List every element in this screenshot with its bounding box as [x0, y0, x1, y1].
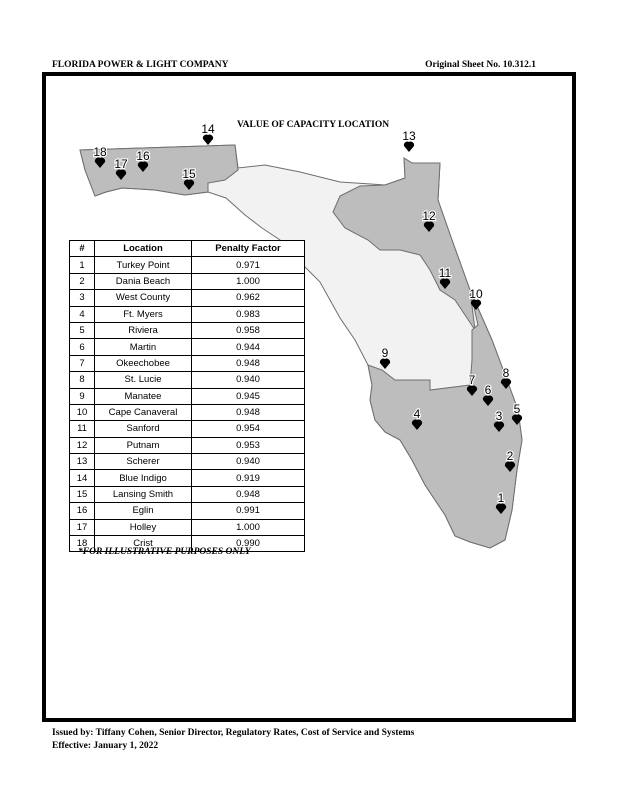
row-number: 2 — [70, 273, 95, 289]
map-pin-icon — [203, 135, 213, 145]
map-marker-label: 18 — [93, 145, 107, 159]
table-row — [70, 339, 305, 355]
map-marker-label: 10 — [469, 287, 483, 301]
row-location: Blue Indigo — [95, 470, 192, 486]
row-penalty-factor: 0.991 — [192, 503, 305, 519]
row-number: 13 — [70, 454, 95, 470]
row-penalty-factor: 0.954 — [192, 421, 305, 437]
row-location: Sanford — [95, 421, 192, 437]
row-location: Eglin — [95, 503, 192, 519]
map-pin-icon — [404, 142, 414, 152]
row-number: 15 — [70, 486, 95, 502]
effective-date: Effective: January 1, 2022 — [52, 741, 159, 751]
table-row — [70, 421, 305, 437]
map-marker-label: 6 — [484, 383, 492, 397]
column-header-location: Location — [95, 241, 192, 257]
table-row — [70, 486, 305, 502]
row-number: 1 — [70, 257, 95, 273]
row-penalty-factor: 0.944 — [192, 339, 305, 355]
row-penalty-factor: 0.940 — [192, 454, 305, 470]
map-marker-label: 12 — [422, 209, 436, 223]
table-row — [70, 257, 305, 273]
row-location: Putnam — [95, 437, 192, 453]
table-row — [70, 519, 305, 535]
map-marker-label: 3 — [495, 409, 503, 423]
row-location: Turkey Point — [95, 257, 192, 273]
row-number: 6 — [70, 339, 95, 355]
map-marker-label: 16 — [136, 149, 150, 163]
penalty-factor-table — [69, 240, 305, 552]
map-marker-label: 17 — [114, 157, 128, 171]
company-name: FLORIDA POWER & LIGHT COMPANY — [52, 60, 229, 70]
row-number: 8 — [70, 372, 95, 388]
row-location: Riviera — [95, 322, 192, 338]
row-location: West County — [95, 290, 192, 306]
table-row — [70, 503, 305, 519]
map-marker-label: 9 — [381, 346, 389, 360]
row-penalty-factor: 0.919 — [192, 470, 305, 486]
row-penalty-factor: 0.971 — [192, 257, 305, 273]
row-penalty-factor: 0.983 — [192, 306, 305, 322]
table-row — [70, 322, 305, 338]
map-marker-label: 4 — [413, 407, 421, 421]
issued-by: Issued by: Tiffany Cohen, Senior Director, Regulatory Rates, Cost of Service and Systems — [52, 728, 415, 738]
illustrative-footnote: *FOR ILLUSTRATIVE PURPOSES ONLY — [78, 547, 251, 557]
map-marker-label: 8 — [502, 366, 510, 380]
row-number: 14 — [70, 470, 95, 486]
table-row — [70, 404, 305, 420]
row-number: 4 — [70, 306, 95, 322]
row-number: 3 — [70, 290, 95, 306]
row-location: Crist — [95, 536, 192, 552]
row-location: St. Lucie — [95, 372, 192, 388]
row-location: Holley — [95, 519, 192, 535]
row-penalty-factor: 0.948 — [192, 404, 305, 420]
table-row — [70, 273, 305, 289]
row-penalty-factor: 1.000 — [192, 519, 305, 535]
column-header-number: # — [70, 241, 95, 257]
row-penalty-factor: 0.990 — [192, 536, 305, 552]
map-marker-label: 1 — [497, 491, 505, 505]
row-number: 7 — [70, 355, 95, 371]
row-location: Ft. Myers — [95, 306, 192, 322]
map-title: VALUE OF CAPACITY LOCATION — [237, 120, 390, 130]
row-number: 12 — [70, 437, 95, 453]
row-penalty-factor: 0.945 — [192, 388, 305, 404]
row-number: 11 — [70, 421, 95, 437]
row-location: Martin — [95, 339, 192, 355]
row-location: Scherer — [95, 454, 192, 470]
row-number: 10 — [70, 404, 95, 420]
row-number: 5 — [70, 322, 95, 338]
table-row — [70, 388, 305, 404]
row-number: 9 — [70, 388, 95, 404]
table-header-row — [70, 241, 305, 257]
table-row — [70, 437, 305, 453]
row-penalty-factor: 0.962 — [192, 290, 305, 306]
row-penalty-factor: 0.953 — [192, 437, 305, 453]
sheet-number: Original Sheet No. 10.312.1 — [425, 60, 536, 70]
map-marker-label: 5 — [513, 402, 521, 416]
map-marker-label: 13 — [402, 129, 416, 143]
column-header-penalty-factor: Penalty Factor — [192, 241, 305, 257]
row-number: 17 — [70, 519, 95, 535]
row-penalty-factor: 0.948 — [192, 355, 305, 371]
table-row — [70, 372, 305, 388]
row-penalty-factor: 1.000 — [192, 273, 305, 289]
table-row — [70, 454, 305, 470]
map-marker-label: 11 — [438, 266, 452, 280]
row-number: 18 — [70, 536, 95, 552]
table-row — [70, 306, 305, 322]
row-location: Cape Canaveral — [95, 404, 192, 420]
row-location: Okeechobee — [95, 355, 192, 371]
row-location: Lansing Smith — [95, 486, 192, 502]
map-marker-label: 2 — [506, 449, 514, 463]
row-penalty-factor: 0.948 — [192, 486, 305, 502]
map-marker-label: 15 — [182, 167, 196, 181]
row-penalty-factor: 0.940 — [192, 372, 305, 388]
table-row — [70, 470, 305, 486]
map-marker-label: 14 — [201, 122, 215, 136]
table-row — [70, 355, 305, 371]
row-location: Dania Beach — [95, 273, 192, 289]
map-marker-label: 7 — [468, 373, 476, 387]
table-row — [70, 290, 305, 306]
row-number: 16 — [70, 503, 95, 519]
row-location: Manatee — [95, 388, 192, 404]
row-penalty-factor: 0.958 — [192, 322, 305, 338]
